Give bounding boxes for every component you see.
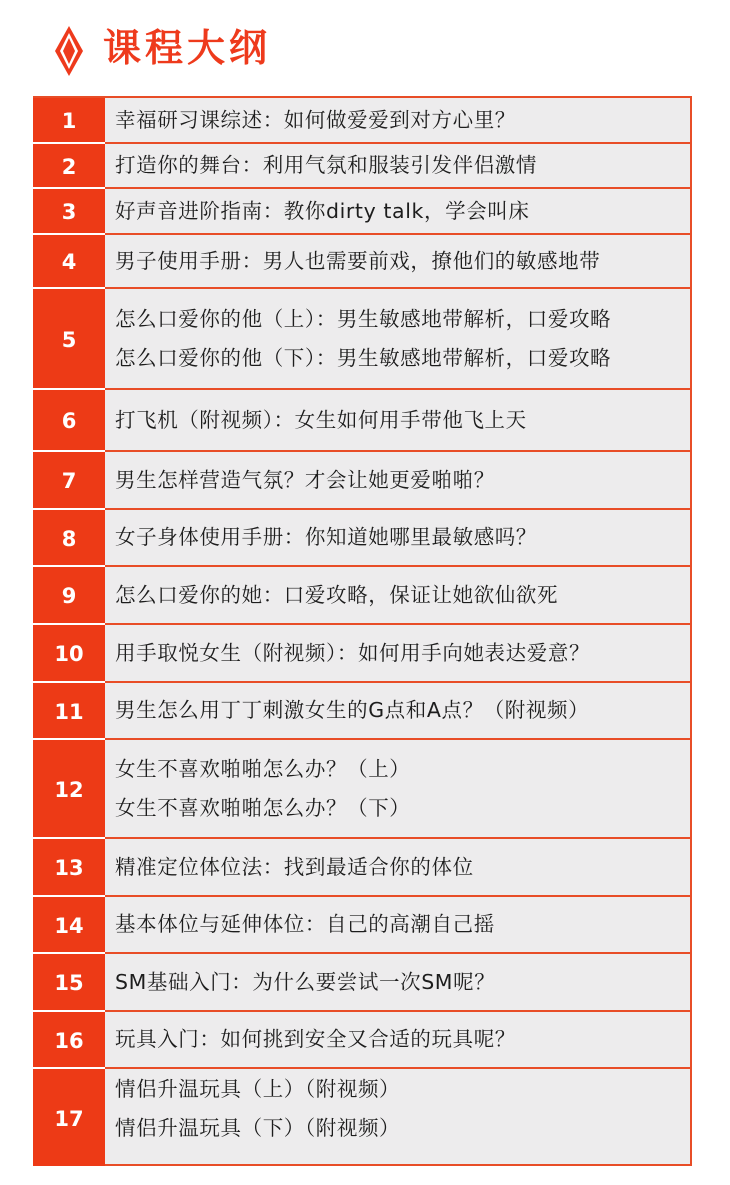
row-content — [105, 390, 692, 452]
row-number: 13 — [33, 839, 105, 897]
table-row — [33, 189, 692, 235]
table-row — [33, 625, 692, 683]
row-number: 11 — [33, 683, 105, 740]
course-outline-table — [33, 96, 692, 1166]
table-row — [33, 1069, 692, 1166]
row-content — [105, 954, 692, 1012]
row-text: 打飞机（附视频）：女生如何用手带他飞上天 — [115, 407, 527, 432]
diamond-icon — [55, 26, 83, 76]
table-row — [33, 567, 692, 625]
table-row — [33, 289, 692, 390]
row-text: 怎么口爱你的他（下）：男生敏感地带解析，口爱攻略 — [115, 345, 612, 370]
row-number: 14 — [33, 897, 105, 954]
row-text: 男生怎样营造气氛？才会让她更爱啪啪？ — [115, 467, 495, 492]
row-text: 用手取悦女生（附视频）：如何用手向她表达爱意？ — [115, 640, 591, 665]
row-content — [105, 98, 692, 144]
row-content — [105, 567, 692, 625]
row-number: 6 — [33, 390, 105, 452]
row-content — [105, 740, 692, 839]
row-content — [105, 510, 692, 567]
row-text: 女生不喜欢啪啪怎么办？（上） — [115, 756, 411, 781]
row-text: 女子身体使用手册：你知道她哪里最敏感吗？ — [115, 525, 537, 549]
row-number: 8 — [33, 510, 105, 567]
row-content — [105, 897, 692, 954]
row-content — [105, 144, 692, 189]
table-row — [33, 954, 692, 1012]
row-number: 5 — [33, 289, 105, 390]
row-content — [105, 289, 692, 390]
row-text: 情侣升温玩具（下）（附视频） — [115, 1116, 401, 1140]
table-row — [33, 683, 692, 740]
row-text: 玩具入门：如何挑到安全又合适的玩具呢？ — [115, 1027, 516, 1051]
row-number: 1 — [33, 98, 105, 144]
row-text: 女生不喜欢啪啪怎么办？（下） — [115, 795, 411, 820]
row-text: 怎么口爱你的她：口爱攻略，保证让她欲仙欲死 — [115, 582, 559, 607]
row-number: 7 — [33, 452, 105, 510]
row-text: 男生怎么用丁丁刺激女生的G点和A点？（附视频） — [115, 698, 590, 722]
table-row — [33, 740, 692, 839]
row-number: 10 — [33, 625, 105, 683]
row-number: 17 — [33, 1069, 105, 1166]
table-row — [33, 452, 692, 510]
row-text: 精准定位体位法：找到最适合你的体位 — [115, 854, 474, 879]
row-content — [105, 1069, 692, 1166]
row-text: 好声音进阶指南：教你dirty talk，学会叫床 — [115, 198, 530, 223]
row-text: 男子使用手册：男人也需要前戏，撩他们的敏感地带 — [115, 248, 601, 273]
table-row — [33, 235, 692, 289]
page-header — [0, 0, 730, 96]
row-number: 4 — [33, 235, 105, 289]
row-number: 3 — [33, 189, 105, 235]
row-content — [105, 839, 692, 897]
table-row — [33, 897, 692, 954]
row-text: 打造你的舞台：利用气氛和服装引发伴侣激情 — [115, 153, 537, 177]
row-content — [105, 452, 692, 510]
table-row — [33, 839, 692, 897]
row-number: 2 — [33, 144, 105, 189]
row-number: 12 — [33, 740, 105, 839]
table-row — [33, 144, 692, 189]
table-row — [33, 98, 692, 144]
row-content — [105, 235, 692, 289]
table-row — [33, 510, 692, 567]
page-title: 课程大纲 — [103, 26, 272, 70]
row-content — [105, 1012, 692, 1069]
row-content — [105, 683, 692, 740]
row-text: 幸福研习课综述：如何做爱爱到对方心里？ — [115, 107, 516, 132]
row-text: 怎么口爱你的他（上）：男生敏感地带解析，口爱攻略 — [115, 306, 612, 331]
row-number: 9 — [33, 567, 105, 625]
row-text: SM基础入门：为什么要尝试一次SM呢？ — [115, 969, 496, 994]
table-row — [33, 1012, 692, 1069]
row-number: 16 — [33, 1012, 105, 1069]
row-content — [105, 189, 692, 235]
row-content — [105, 625, 692, 683]
row-text: 情侣升温玩具（上）（附视频） — [115, 1077, 401, 1101]
row-number: 15 — [33, 954, 105, 1012]
table-row — [33, 390, 692, 452]
row-text: 基本体位与延伸体位：自己的高潮自己摇 — [115, 912, 495, 936]
